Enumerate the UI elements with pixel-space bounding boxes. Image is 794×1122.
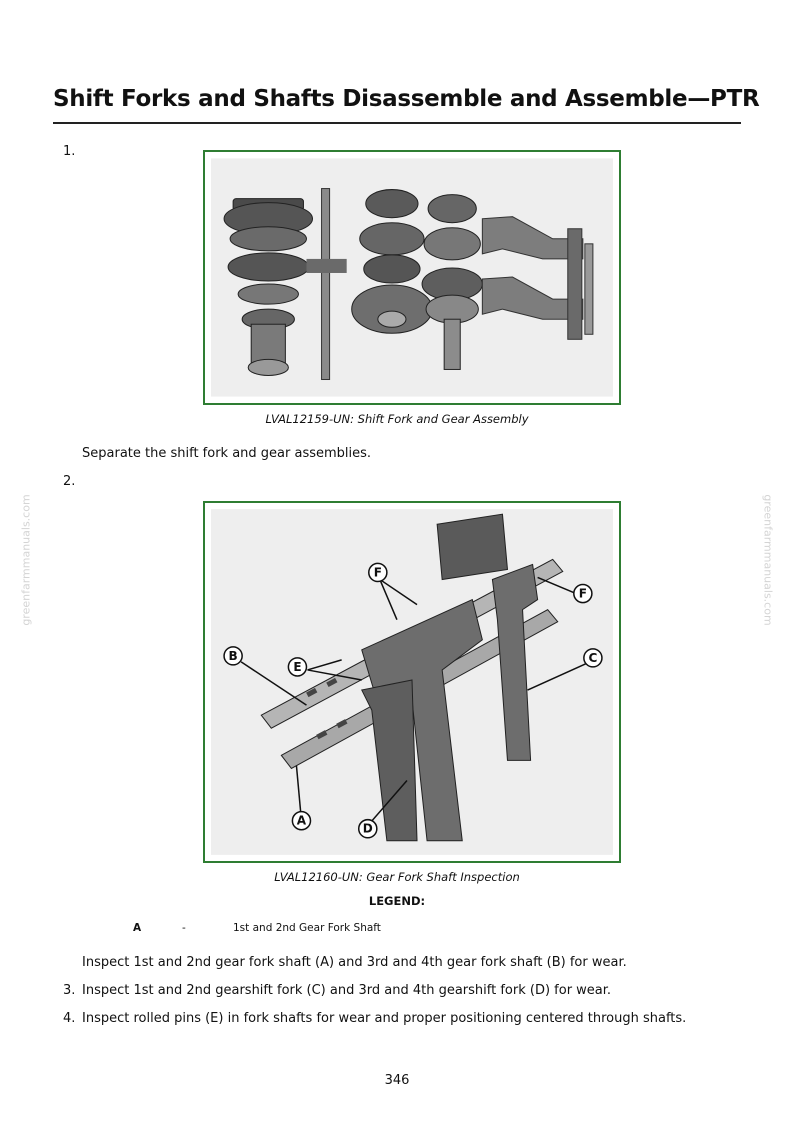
callout-c-label: C [588, 650, 598, 665]
callout-a-label: A [296, 813, 307, 828]
page-number: 346 [384, 1073, 410, 1088]
step-4-number: 4. [63, 1011, 76, 1026]
page-title: Shift Forks and Shafts Disassemble and Assemble—PTR [53, 86, 760, 112]
callout-e-label: E [293, 659, 302, 674]
legend-separator: - [182, 922, 186, 934]
legend-title: LEGEND: [368, 894, 426, 908]
watermark-left: greenfarmmanuals.com [19, 494, 33, 626]
watermark-right: greenfarmmanuals.com [761, 494, 775, 626]
fork-shaft-photo [211, 509, 613, 855]
figure-shift-fork-gear-assembly [203, 150, 621, 405]
step-4-text: Inspect rolled pins (E) in fork shafts for wear and proper positioning centered through shafts. [82, 1011, 687, 1026]
callout-f-label-1: F [373, 565, 382, 580]
step-3-text: Inspect 1st and 2nd gearshift fork (C) and 3rd and 4th gearshift fork (D) for wear. [82, 983, 612, 998]
step-3-number: 3. [63, 983, 76, 998]
gear-assembly-photo [211, 158, 613, 397]
step-2-number: 2. [63, 474, 76, 489]
title-rule [53, 122, 741, 124]
step-2-text: Inspect 1st and 2nd gear fork shaft (A) and 3rd and 4th gear fork shaft (B) for wear. [82, 955, 627, 970]
legend-desc-a: 1st and 2nd Gear Fork Shaft [233, 922, 381, 934]
step-1-number: 1. [63, 144, 76, 159]
figure-gear-fork-shaft-inspection [203, 501, 621, 863]
callout-f-label-2: F [578, 586, 587, 601]
figure-2-caption: LVAL12160-UN: Gear Fork Shaft Inspection [274, 870, 520, 884]
callout-d-label: D [362, 821, 373, 836]
step-1-text: Separate the shift fork and gear assemblies. [82, 446, 372, 461]
legend-key-a: A [133, 922, 142, 934]
callout-b-label: B [228, 648, 238, 663]
figure-1-caption: LVAL12159-UN: Shift Fork and Gear Assembly [265, 412, 529, 426]
